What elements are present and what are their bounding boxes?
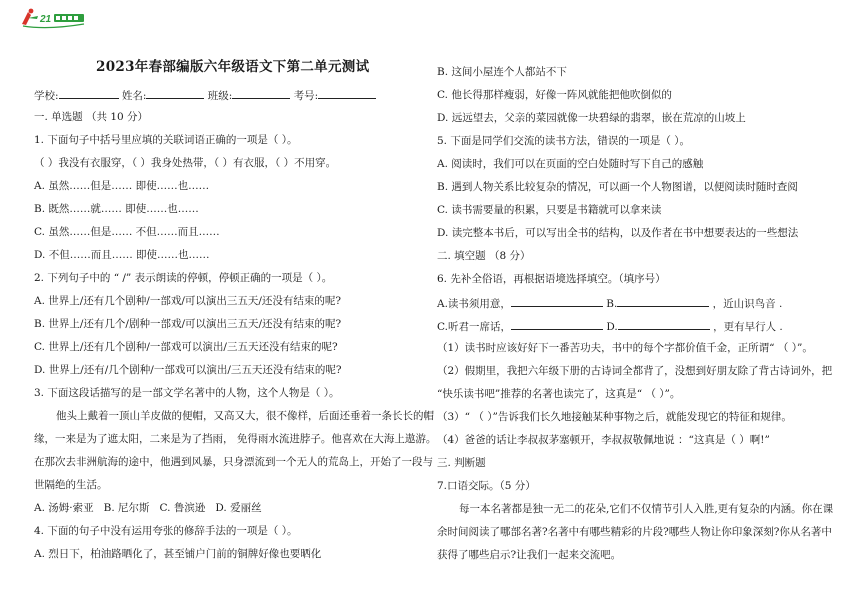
school-label: 学校: [34, 90, 59, 102]
q3-options: A. 汤姆·索亚 B. 尼尔斯 C. 鲁滨逊 D. 爱丽丝 [34, 502, 262, 514]
q4-option-a: A. 烈日下，柏油路晒化了，甚至铺户门前的铜牌好像也要晒化 [34, 548, 322, 560]
q6-sub4: （4）爸爸的话让李叔叔茅塞顿开，李叔叔敬佩地说 ：“这真是（ ）啊!” [437, 434, 770, 446]
q3-passage-line: 世隔绝的生活。 [34, 479, 108, 491]
q2-option-c: C. 世界上/还有几个剧种/一部戏可以演出/三五天还没有结束的呢? [34, 341, 338, 353]
q4-option-c: C. 他长得那样瘦弱，好像一阵风就能把他吹倒似的 [437, 89, 672, 101]
q5-stem: 5. 下面是同学们交流的读书方法，错误的一项是（ ）。 [437, 135, 690, 147]
name-label: 姓名: [121, 90, 147, 102]
q7-line: 获得了哪些启示?让我们一起来交流吧。 [437, 549, 622, 561]
q6-line-cd [437, 318, 783, 334]
q4-option-d: D. 远远望去，父亲的菜园就像一块碧绿的翡翠，嵌在荒凉的山坡上 [437, 112, 746, 124]
q6-a-blank [511, 295, 603, 307]
q7-stem: 7.口语交际。（5 分） [437, 480, 536, 492]
q6-b-end: ，近山识鸟音 . [712, 298, 783, 310]
name-blank [146, 87, 204, 99]
q2-option-b: B. 世界上/还有几个/剧种一部戏/可以演出三五天/还没有结束的呢? [34, 318, 342, 330]
school-blank [59, 87, 119, 99]
q6-c-blank [511, 318, 603, 330]
q6-sub3: （3）“ （ ）”告诉我们长久地接触某种事物之后，就能发现它的特征和规律。 [437, 411, 792, 423]
q6-b-blank [617, 295, 709, 307]
q6-c-text: C.听君一席话， [437, 321, 511, 333]
q1-option-d: D. 不但……而且…… 即使……也…… [34, 249, 210, 261]
q1-option-a: A. 虽然……但是…… 即使……也…… [34, 180, 210, 192]
publisher-logo-icon [18, 6, 100, 30]
q5-option-d: D. 读完整本书后，可以写出全书的结构，以及作者在书中想要表达的一些想法 [437, 227, 799, 239]
q4-stem: 4. 下面的句子中没有运用夸张的修辞手法的一项是（ ）。 [34, 525, 298, 537]
q1-option-c: C. 虽然……但是…… 不但……而且…… [34, 226, 220, 238]
q6-d-end: ，更有早行人 . [713, 321, 783, 333]
q6-line-ab [437, 295, 782, 311]
class-label: 班级: [207, 90, 233, 102]
q3-passage-line: 在那次去非洲航海的途中，他遇到风暴，只身漂流到一个无人的荒岛上，开始了一段与 [34, 456, 433, 468]
q3-passage-line: 他头上戴着一顶山羊皮做的便帽，又高又大，很不像样，后面还垂着一条长长的帽 [56, 410, 434, 422]
q3-passage-line: 缘，一来是为了遮太阳，二来是为了挡雨， 免得雨水流进脖子。他喜欢在大海上遨游。 [34, 433, 437, 445]
q6-b-text: B. [606, 298, 618, 310]
student-info-line [34, 87, 376, 103]
q6-d-text: D. [606, 321, 618, 333]
q5-option-b: B. 遇到人物关系比较复杂的情况，可以画一个人物图谱，以便阅读时随时查阅 [437, 181, 798, 193]
svg-text:21: 21 [40, 14, 52, 25]
section2-heading: 二. 填空题 （8 分） [437, 250, 531, 262]
q5-option-a: A. 阅读时，我们可以在页面的空白处随时写下自己的感触 [437, 158, 704, 170]
section3-heading: 三. 判断题 [437, 457, 486, 469]
q1-stem: 1. 下面句子中括号里应填的关联词语正确的一项是（ ）。 [34, 134, 298, 146]
q6-a-text: A.读书须用意， [437, 298, 511, 310]
q2-option-a: A. 世界上/还有几个剧种/一部戏/可以演出三五天/还没有结束的呢? [34, 295, 342, 307]
q2-stem: 2. 下列句子中的 “ /” 表示朗读的停顿，停顿正确的一项是（ ）。 [34, 272, 333, 284]
number-label: 考号: [293, 90, 319, 102]
q2-option-d: D. 世界上/还有/几个剧种/一部戏可以演出/三五天还没有结束的呢? [34, 364, 342, 376]
q1-option-b: B. 既然……就…… 即使……也…… [34, 203, 199, 215]
q7-line: 余时间阅读了哪部名著?名著中有哪些精彩的片段?哪些人物让你印象深刻?你从名著中 [437, 526, 832, 538]
q5-option-c: C. 读书需要量的积累，只要是书籍就可以拿来读 [437, 204, 662, 216]
class-blank [232, 87, 290, 99]
q6-d-blank [618, 318, 710, 330]
q4-option-b: B. 这间小屋连个人都站不下 [437, 66, 567, 78]
q6-sub1: （1）读书时应该好好下一番苦功夫，书中的每个字都价值千金，正所谓“ （ ）”。 [437, 342, 813, 354]
q3-stem: 3. 下面这段话描写的是一部文学名著中的人物，这个人物是（ ）。 [34, 387, 340, 399]
q6-sub2: （2）假期里，我把六年级下册的古诗词全都背了，没想到好朋友除了背古诗词外，把 [437, 365, 833, 377]
number-blank [318, 87, 376, 99]
page-title: 2023年春部编版六年级语文下第二单元测试 [96, 59, 370, 75]
section1-heading: 一. 单选题 （共 10 分） [34, 111, 149, 123]
q7-line: 每一本名著都是独一无二的花朵,它们不仅情节引人入胜,更有复杂的内涵。你在课 [459, 503, 834, 515]
q6-sub2-cont: “快乐读书吧”推荐的名著也读完了，这真是“ （ ）”。 [437, 388, 681, 400]
q6-stem: 6. 先补全俗语，再根据语境选择填空。（填序号） [437, 273, 666, 285]
q1-sentence: （ ）我没有衣服穿，（ ）我身处热带，（ ）有衣服，（ ）不用穿。 [34, 157, 337, 169]
